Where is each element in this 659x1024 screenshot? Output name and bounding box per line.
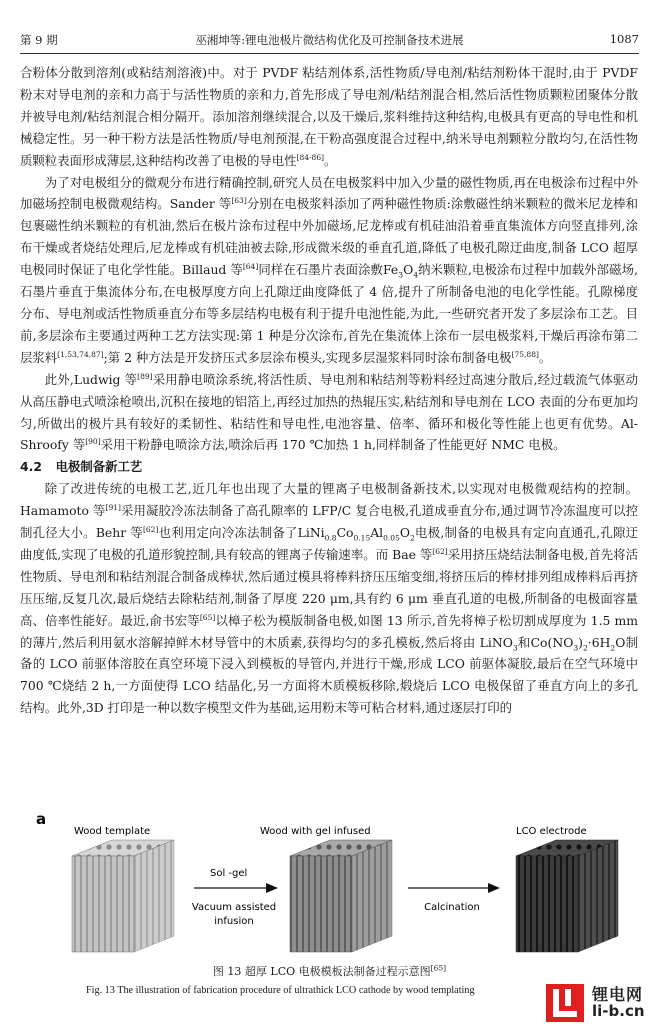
running-title: 巫湘坤等:锂电池极片微结构优化及可控制备技术进展: [195, 33, 464, 47]
li-b-logo-icon: [546, 984, 584, 1022]
citation[interactable]: [90]: [85, 437, 101, 447]
citation[interactable]: [89]: [137, 371, 153, 381]
figure-13-diagram: [34, 812, 638, 958]
section-heading: [20, 456, 638, 478]
citation[interactable]: [62]: [142, 524, 159, 534]
lco-electrode-label: LCO electrode: [516, 826, 587, 837]
figure-caption-zh: 图 13 超厚 LCO 电极模板法制备过程示意图[65]: [212, 963, 447, 978]
citation[interactable]: [75,88]: [511, 349, 539, 359]
wood-template-side-face: [134, 840, 174, 952]
figure-13: [34, 812, 638, 958]
citation[interactable]: [65]: [430, 963, 447, 973]
page-number: 1087: [609, 32, 639, 46]
paragraph-1: 合粉体分散到溶剂(或粘结剂溶液)中。对于 PVDF 粘结剂体系,活性物质/导电剂/粘结剂粉体干混时,由于 PVDF 粉末对导电剂的亲和力高于与活性物质的亲和力,首先形成了导电剂/粘结剂混合相,然后活性物质颗粒团聚体分散并被导电剂/粘结剂混合相分隔开。添加溶剂继续混合,以及干燥后,浆料维持这种结构,电极具有更高的导电性和机械稳定性。另一种干粉方法是活性物质/导电剂预混,在干粉高强度混合过程中,纳米导电剂颗粒分散均匀,在活性物质颗粒表面形成薄层,这种结构改善了电极的导电性[84-86]。: [20, 65, 638, 168]
lco-electrode-front-face: [516, 856, 578, 952]
section-title: 电极制备新工艺: [55, 459, 143, 475]
wood-gel-front-face: [290, 856, 352, 952]
citation[interactable]: [63]: [231, 196, 247, 206]
calcination-label: Calcination: [424, 902, 480, 913]
running-header: [20, 32, 639, 50]
wood-gel-side-face: [352, 840, 392, 952]
citation[interactable]: [1,53,74,87]: [57, 349, 104, 359]
infusion-label: infusion: [214, 916, 254, 927]
sol-gel-label: Sol -gel: [210, 868, 248, 879]
wood-template-front-face: [72, 856, 134, 952]
wood-gel-label: Wood with gel infused: [260, 826, 371, 837]
citation[interactable]: [62]: [432, 546, 448, 556]
panel-label: a: [36, 812, 47, 828]
watermark-site-name: 锂电网: [592, 985, 644, 1004]
wood-template-label: Wood template: [74, 826, 151, 837]
vacuum-assisted-label: Vacuum assisted: [191, 902, 277, 913]
wood-template-block: [72, 840, 174, 952]
citation[interactable]: [84-86]: [296, 152, 325, 162]
arrow-calcination: [408, 883, 500, 893]
wood-gel-block: [290, 840, 392, 952]
lco-electrode-block: [516, 840, 618, 952]
citation[interactable]: [65]: [199, 612, 216, 622]
figure-caption-en: Fig. 13 The illustration of fabrication procedure of ultrathick LCO cathode by wood templating: [86, 985, 475, 996]
paragraph-2: 为了对电极组分的微观分布进行精确控制,研究人员在电极浆料中加入少量的磁性物质,再在电极涂布过程中外加磁场控制电极微观结构。Sander 等[63]分别在电极浆料添加了两种磁性物质:涂敷磁性纳米颗粒的微米尼龙棒和包裹磁性纳米颗粒的有机油,然后在极片涂布过程中外加磁场,尼龙棒或有机硅油沿着垂直集流体方向竖直排列,涂布干燥或者烧结处理后,尼龙棒或有机硅油被去除,形成微米级的垂直孔道,降低了电极孔隙迂曲度,制备 LCO 超厚电极同时保证了电化学性能。Billaud 等[64]同样在石墨片表面涂敷$Fe_3O_4$纳米颗粒,电极涂布过程中加载外部磁场,石墨片垂直于集流体分布,在电极厚度方向上孔隙迂曲度降低了 4 倍,提升了所制备电池的电化学性能。孔隙梯度分布、导电剂或活性物质垂直分布等多层结构电极有利于提升电池性能,为此,一些研究者开发了多层涂布工艺。目前,多层涂布主要通过两种工艺方法实现:第 1 种是分次涂布,首先在集流体上涂布一层电极浆料,干燥后再涂布第二层浆料[1,53,74,87];第 2 种方法是开发挤压式多层涂布模头,实现多层湿浆料同时涂布制备电极[75,88]。: [20, 174, 638, 365]
paragraph-3: 此外,Ludwig 等[89]采用静电喷涂系统,将活性质、导电剂和粘结剂等粉料经过高速分散后,经过载流气体驱动从高压静电式喷涂枪喷出,沉积在接地的铝箔上,再经过加热的热辊压实,粘结剂和导电剂在 LCO 表面的分布更加均匀,所做出的极片具有较好的柔韧性、粘结性和导电性,电池容量、倍率、循环和极化等性能上也更有优势。Al-Shroofy 等[90]采用干粉静电喷涂方法,喷涂后再 170 ℃加热 1 h,同样制备了性能更好 NMC 电极。: [20, 371, 638, 453]
arrow-sol-gel: [194, 883, 278, 893]
section-number: 4.2: [20, 459, 42, 475]
citation[interactable]: [64]: [242, 262, 259, 272]
paragraph-4: 除了改进传统的电极工艺,近几年也出现了大量的锂离子电极制备新技术,以实现对电极微观结构的控制。Hamamoto 等[91]采用凝胶冷冻法制备了高孔隙率的 LFP/C 复合电极,孔道成垂直分布,通过调节冷冻温度可以控制孔径大小。Behr 等[62]也利用定向冷冻法制备了$LiNi_{0.8}Co_{0.15}Al_{0.05}O_2$电极,制备的电极具有定向直通孔,孔隙迂曲度低,实现了电极的孔道形貌控制,具有较高的锂离子传输速率。而 Bae 等[62]采用挤压烧结法制备电极,首先将活性物质、导电剂和粘结剂混合制备成棒状,然后通过模具将棒料挤压压缩变细,将挤压后的棒材排列组成棒料后再挤压压缩,反复几次,最后烧结去除粘结剂,制备了厚度 220 μm,具有约 6 μm 垂直孔道的电极,所制备的电极面容量高、倍率性能好。最近,俞书宏等[65]以樟子松为模版制备电极,如图 13 所示,首先将樟子松切割成厚度为 1.5 mm 的薄片,然后利用氨水溶解掉鲜木材导管中的木质素,获得均匀的多孔模板,然后将由 LiNO$_3$和$Co(NO_3)_2\cdot 6H_2O$制备的 LCO 前驱体溶胶在真空环境下浸入到模板的导管内,并进行干燥,形成 LCO 前驱体凝胶,最后在空气环境中 700 ℃烧结 2 h,一方面使得 LCO 结晶化,另一方面将木质模板移除,煅烧后 LCO 电极保留了垂直方向上的多孔结构。此外,3D 打印是一种以数字模型文件为基础,运用粉末等可粘合材料,通过逐层打印的: [20, 481, 638, 716]
citation[interactable]: [91]: [105, 503, 121, 512]
header-rule: [20, 53, 639, 54]
article-body: [20, 62, 638, 719]
watermark-domain: li-b.cn: [592, 1002, 645, 1020]
issue-number: 第 9 期: [20, 33, 58, 47]
watermark: [546, 982, 654, 1022]
lco-electrode-side-face: [578, 840, 618, 952]
